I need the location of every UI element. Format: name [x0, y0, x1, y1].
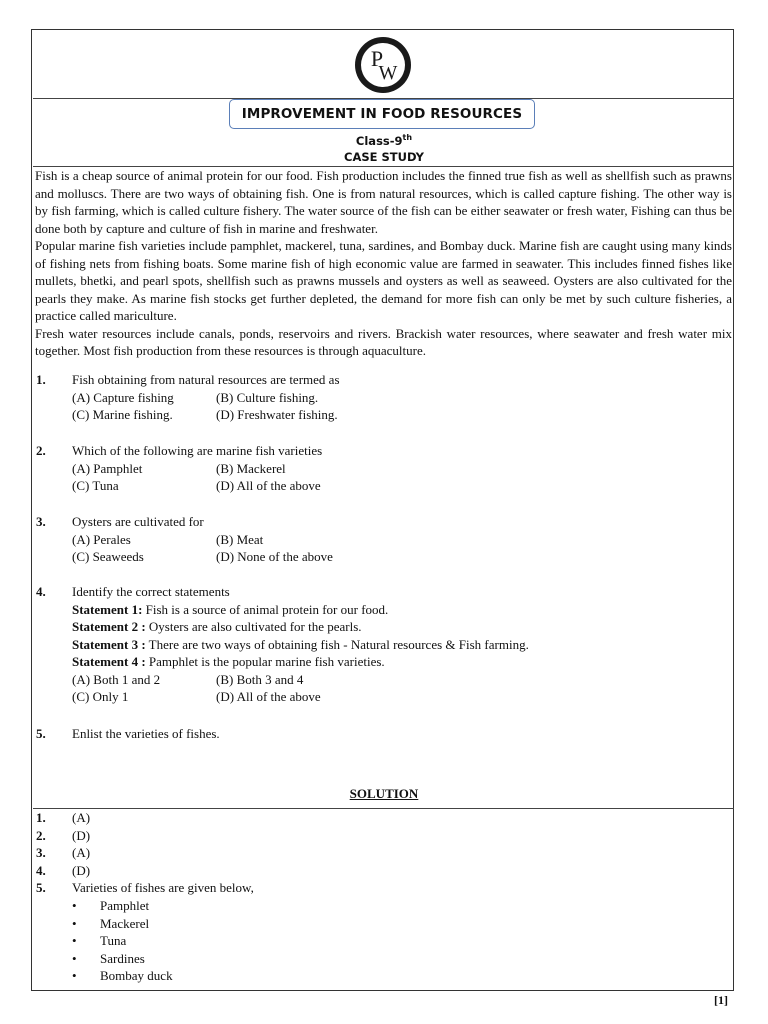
answer-value: (D)	[72, 827, 91, 843]
question-text: Oysters are cultivated for	[72, 514, 204, 529]
option-b: (B) Meat	[216, 531, 264, 547]
statement-4	[72, 654, 385, 670]
question-number: 3.	[36, 514, 46, 529]
class-sup: th	[402, 133, 413, 142]
page-number: [1]	[714, 993, 728, 1007]
option-a: (A) Capture fishing	[72, 389, 174, 405]
option-b: (B) Culture fishing.	[216, 389, 319, 405]
statement-2	[72, 619, 362, 635]
answer-number: 4.	[36, 862, 46, 878]
option-d: (D) All of the above	[216, 689, 321, 704]
question-text: Enlist the varieties of fishes.	[72, 726, 220, 741]
list-item-text: Tuna	[100, 933, 127, 948]
bullet-icon: •	[72, 915, 77, 931]
statement-text: There are two ways of obtaining fish - Natural resources & Fish farming.	[145, 636, 529, 652]
statement-label: Statement 3 :	[72, 636, 146, 652]
question-number: 5.	[36, 726, 46, 741]
question-text: Which of the following are marine fish varieties	[72, 443, 323, 458]
option-a: (A) Both 1 and 2	[72, 671, 161, 687]
passage-paragraph: Fresh water resources include canals, ponds, reservoirs and rivers. Brackish water resources, where seawater and fresh water mix together. Most fish production from these resources is through aquaculture.	[35, 325, 732, 358]
question-number: 1.	[36, 372, 46, 387]
list-item-text: Mackerel	[100, 915, 150, 931]
page-title: IMPROVEMENT IN FOOD RESOURCES	[229, 99, 535, 129]
statement-label: Statement 2 :	[72, 619, 146, 634]
statement-text: Oysters are also cultivated for the pearls.	[145, 619, 362, 634]
option-a: (A) Pamphlet	[72, 460, 143, 476]
pw-logo	[354, 36, 412, 94]
answer-number: 3.	[36, 845, 46, 860]
option-c: (C) Only 1	[72, 689, 129, 704]
option-c: (C) Seaweeds	[72, 549, 144, 564]
option-d: (D) Freshwater fishing.	[216, 407, 338, 422]
statement-text: Fish is a source of animal protein for our food.	[142, 601, 389, 617]
passage-paragraph: Fish is a cheap source of animal protein for our food. Fish production includes the finned true fish as well as shellfish such as prawns and molluscs. There are two ways of obtaining fish. One is from natural resources, which is called capture fishing. The other way is by fish farming, which is called culture fishery. The water source of the fish can be either seawater or fresh water, Fishing can thus be done both by capture and culture of fish in marine and freshwater.	[35, 168, 732, 236]
answer-value: (A)	[72, 810, 91, 825]
statement-1	[72, 602, 388, 618]
bullet-icon: •	[72, 968, 77, 983]
case-study-label: CASE STUDY	[344, 150, 424, 164]
svg-text:P: P	[370, 46, 384, 71]
list-item-text: Sardines	[100, 950, 145, 966]
question-number: 2.	[36, 443, 46, 458]
statement-label: Statement 1:	[72, 601, 143, 617]
bullet-icon: •	[72, 950, 77, 966]
option-d: (D) All of the above	[216, 478, 321, 493]
case-study-passage	[35, 167, 732, 360]
svg-text:W: W	[378, 62, 398, 84]
answer-number: 2.	[36, 827, 46, 843]
question-text: Identify the correct statements	[72, 584, 230, 599]
option-b: (B) Both 3 and 4	[216, 671, 304, 687]
answer-value: (D)	[72, 862, 91, 878]
answer-value: Varieties of fishes are given below,	[72, 880, 254, 895]
class-text: Class-9	[355, 133, 403, 148]
question-text: Fish obtaining from natural resources are termed as	[72, 372, 340, 387]
statement-label: Statement 4 :	[72, 654, 146, 669]
bullet-icon: •	[72, 898, 77, 913]
answer-number: 1.	[36, 810, 46, 825]
statement-3	[72, 637, 529, 653]
solution-rule	[33, 808, 734, 809]
question-number: 4.	[36, 584, 46, 599]
option-c: (C) Tuna	[72, 478, 119, 493]
list-item-text: Pamphlet	[100, 898, 150, 913]
list-item-text: Bombay duck	[100, 968, 173, 983]
answer-value: (A)	[72, 845, 91, 860]
option-b: (B) Mackerel	[216, 460, 286, 476]
option-d: (D) None of the above	[216, 549, 333, 564]
answer-number: 5.	[36, 880, 46, 895]
statement-text: Pamphlet is the popular marine fish varieties.	[145, 654, 385, 669]
passage-paragraph: Popular marine fish varieties include pamphlet, mackerel, tuna, sardines, and Bombay duck. Marine fish are caught using many kinds of fishing nets from fishing boats. Some marine fish of high economic value are farmed in seawater. This includes finned fishes like mullets, bhetki, and pearl spots, shellfish such as prawns mussels and oysters as well as seaweed. Oysters are also cultivated for the pearls they make. As marine fish stocks get further depleted, the demand for more fish can only be met by such culture fisheries, a practice called mariculture.	[35, 238, 732, 323]
bullet-icon: •	[72, 933, 77, 948]
class-label	[0, 133, 768, 148]
solution-heading: SOLUTION	[349, 786, 419, 801]
option-a: (A) Perales	[72, 531, 131, 547]
option-c: (C) Marine fishing.	[72, 407, 173, 422]
